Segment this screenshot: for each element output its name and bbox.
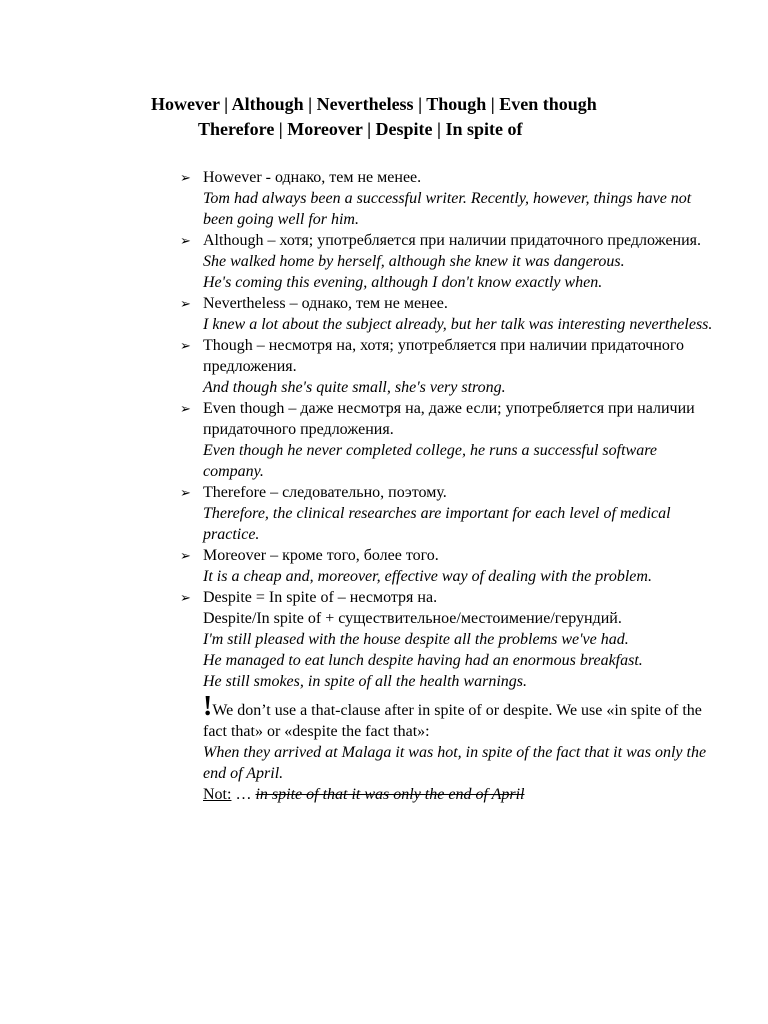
example: It is a cheap and, moreover, effective way of dealing with the problem. bbox=[203, 568, 652, 585]
definition: Though – несмотря на, хотя; употребляется при наличии придаточного предложения. bbox=[203, 337, 685, 375]
ellipsis: … bbox=[231, 786, 256, 803]
arrow-bullet-icon: ➢ bbox=[180, 590, 191, 605]
note-body: We don’t use a that-clause after in spite of or despite. We use «in spite of the fact that» or «despite the fact that»: bbox=[203, 702, 702, 740]
example: And though she's quite small, she's very strong. bbox=[203, 379, 506, 396]
list-item-even-though bbox=[180, 398, 720, 482]
list-item-however bbox=[180, 167, 720, 230]
list-item-therefore bbox=[180, 482, 720, 545]
conjunction-list bbox=[180, 167, 720, 805]
definition: However - однако, тем не менее. bbox=[203, 169, 422, 186]
note-example: When they arrived at Malaga it was hot, in spite of the fact that it was only the end of April. bbox=[203, 744, 707, 782]
arrow-bullet-icon: ➢ bbox=[180, 401, 191, 416]
list-item-though bbox=[180, 335, 720, 398]
example: She walked home by herself, although she knew it was dangerous. bbox=[203, 253, 625, 270]
arrow-bullet-icon: ➢ bbox=[180, 548, 191, 563]
page-title-line-2: Therefore | Moreover | Despite | In spite of bbox=[198, 119, 523, 139]
list-item-although bbox=[180, 230, 720, 293]
not-label: Not: bbox=[203, 786, 232, 803]
example: He's coming this evening, although I don't know exactly when. bbox=[203, 274, 603, 291]
example: He managed to eat lunch despite having had an enormous breakfast. bbox=[203, 652, 643, 669]
usage-note bbox=[180, 691, 720, 805]
example: Even though he never completed college, he runs a successful software company. bbox=[203, 442, 657, 480]
usage-pattern: Despite/In spite of + существительное/местоимение/герундий. bbox=[203, 610, 622, 627]
list-item-moreover bbox=[180, 545, 720, 587]
definition: Therefore – следовательно, поэтому. bbox=[203, 484, 447, 501]
arrow-bullet-icon: ➢ bbox=[180, 338, 191, 353]
arrow-bullet-icon: ➢ bbox=[180, 170, 191, 185]
exclamation-icon: ! bbox=[203, 691, 213, 722]
example: Therefore, the clinical researches are important for each level of medical practice. bbox=[203, 505, 671, 543]
example: He still smokes, in spite of all the health warnings. bbox=[203, 673, 527, 690]
definition: Although – хотя; употребляется при наличии придаточного предложения. bbox=[203, 232, 702, 249]
page-title-line-1: However | Although | Nevertheless | Though | Even though bbox=[151, 94, 597, 114]
example: I knew a lot about the subject already, but her talk was interesting nevertheless. bbox=[203, 316, 713, 333]
arrow-bullet-icon: ➢ bbox=[180, 233, 191, 248]
definition: Moreover – кроме того, более того. bbox=[203, 547, 439, 564]
incorrect-example bbox=[203, 784, 720, 805]
note-text bbox=[203, 691, 720, 742]
example: I'm still pleased with the house despite all the problems we've had. bbox=[203, 631, 629, 648]
list-item-despite bbox=[180, 587, 720, 692]
example: Tom had always been a successful writer. Recently, however, things have not been going well for him. bbox=[203, 190, 692, 228]
definition: Even though – даже несмотря на, даже если; употребляется при наличии придаточного предложения. bbox=[203, 400, 695, 438]
list-item-nevertheless bbox=[180, 293, 720, 335]
struck-wrong-example: in spite of that it was only the end of April bbox=[255, 786, 525, 803]
arrow-bullet-icon: ➢ bbox=[180, 485, 191, 500]
definition: Despite = In spite of – несмотря на. bbox=[203, 589, 438, 606]
arrow-bullet-icon: ➢ bbox=[180, 296, 191, 311]
definition: Nevertheless – однако, тем не менее. bbox=[203, 295, 448, 312]
